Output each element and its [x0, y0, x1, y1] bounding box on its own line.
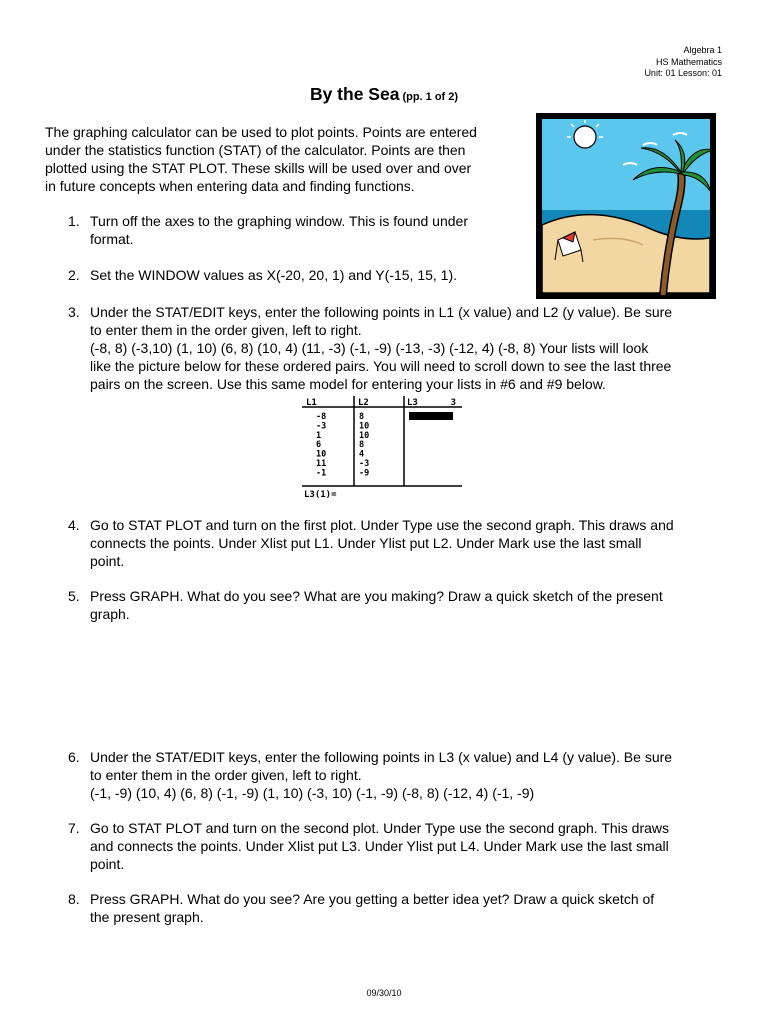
- step-line: connects the points. Under Xlist put L1. Under Ylist put L2. Under Mark use the last small: [90, 535, 642, 551]
- step-line: to enter them in the order given, left to right.: [90, 322, 362, 338]
- step-line: Under the STAT/EDIT keys, enter the following points in L1 (x value) and L2 (y value). Be sure: [90, 304, 673, 320]
- step-text: [90, 748, 735, 802]
- title-pages: (pp. 1 of 2): [402, 91, 459, 103]
- step-text: [90, 890, 735, 926]
- calc-cell-l1: -3: [316, 421, 327, 432]
- calc-list-number: 3: [450, 398, 456, 408]
- step-item: [45, 890, 735, 926]
- step-number: 4.: [68, 517, 80, 533]
- step-line: to enter them in the order given, left to right.: [90, 767, 362, 783]
- step-number: 3.: [68, 304, 80, 320]
- intro-line: The graphing calculator can be used to plot points. Points are entered: [45, 124, 477, 140]
- calc-cell-l1: -1: [316, 468, 327, 479]
- step-line: and connects the points. Under Xlist put L3. Under Ylist put L4. Under Mark use the last small: [90, 838, 669, 854]
- calc-cell-l2: -3: [359, 459, 370, 469]
- intro-line: plotted using the STAT PLOT. These skills will be used over and over: [45, 160, 472, 176]
- page-title: [0, 84, 768, 105]
- calc-footer: L3(1)=: [304, 490, 337, 500]
- calc-cell-l2: 10: [359, 421, 370, 432]
- step-line: point.: [90, 856, 125, 872]
- step-item: [45, 212, 735, 248]
- intro-paragraph: [45, 123, 515, 195]
- step-item: [45, 266, 735, 284]
- step-text: [90, 212, 735, 248]
- calc-cell-l2: 4: [359, 449, 365, 460]
- step-number: 8.: [68, 891, 80, 907]
- calc-cell-l1: 10: [316, 449, 327, 460]
- unit-lesson: Unit: 01 Lesson: 01: [644, 68, 722, 78]
- step-line: (-1, -9) (10, 4) (6, 8) (-1, -9) (1, 10) (-3, 10) (-1, -9) (-8, 8) (-12, 4) (-1, -9): [90, 785, 535, 801]
- calc-cell-l2: 8: [359, 412, 365, 422]
- calc-header-l2: L2: [358, 398, 369, 408]
- intro-line: in future concepts when entering data and finding functions.: [45, 178, 415, 194]
- step-line: the present graph.: [90, 909, 204, 925]
- calc-cell-l2: -9: [359, 468, 370, 479]
- calc-cell-l1: 6: [316, 440, 322, 451]
- step-number: 5.: [68, 588, 80, 604]
- step-text: [90, 303, 735, 393]
- step-number: 2.: [68, 267, 80, 283]
- calc-cell-l1: 11: [316, 459, 327, 469]
- step-line: like the picture below for these ordered pairs. You will need to scroll down to see the last three: [90, 358, 672, 374]
- calculator-list-screen: [302, 396, 462, 502]
- step-line: graph.: [90, 606, 130, 622]
- footer-date: 09/30/10: [366, 988, 402, 998]
- step-line: pairs on the screen. Use this same model for entering your lists in #6 and #9 below.: [90, 376, 606, 392]
- step-line: point.: [90, 553, 125, 569]
- step-text: [90, 266, 735, 284]
- calc-header-l1: L1: [306, 398, 317, 408]
- step-line: Under the STAT/EDIT keys, enter the following points in L3 (x value) and L4 (y value). Be sure: [90, 749, 673, 765]
- calc-cell-l2: 8: [359, 440, 365, 451]
- step-text: [90, 516, 735, 570]
- step-item: [45, 516, 735, 570]
- course-name: Algebra 1: [683, 45, 722, 55]
- step-line: Turn off the axes to the graphing window. This is found under: [90, 213, 468, 229]
- subject-name: HS Mathematics: [655, 56, 722, 67]
- step-text: [90, 819, 735, 873]
- step-line: format.: [90, 231, 134, 247]
- step-number: 6.: [68, 749, 80, 765]
- step-number: 1.: [68, 213, 80, 229]
- step-item: [45, 748, 735, 802]
- title-main: By the Sea: [309, 84, 400, 104]
- step-text: [90, 587, 735, 623]
- calc-header-l3: L3: [407, 398, 418, 408]
- step-line: Set the WINDOW values as X(-20, 20, 1) and Y(-15, 15, 1).: [90, 267, 458, 283]
- step-line: Press GRAPH. What do you see? What are you making? Draw a quick sketch of the present: [90, 588, 663, 604]
- calc-cell-l1: -8: [316, 412, 327, 422]
- step-item: [45, 819, 735, 873]
- step-line: Go to STAT PLOT and turn on the first plot. Under Type use the second graph. This draws and: [90, 517, 674, 533]
- step-item: [45, 587, 735, 623]
- step-number: 7.: [68, 820, 80, 836]
- step-line: (-8, 8) (-3,10) (1, 10) (6, 8) (10, 4) (11, -3) (-1, -9) (-13, -3) (-12, 4) (-8, 8) Your lists will look: [90, 340, 649, 356]
- header-info: [644, 45, 722, 80]
- step-line: Go to STAT PLOT and turn on the second plot. Under Type use the second graph. This draws: [90, 820, 670, 836]
- calc-cell-l2: 10: [359, 430, 370, 441]
- step-line: Press GRAPH. What do you see? Are you getting a better idea yet? Draw a quick sketch of: [90, 891, 655, 907]
- step-item: [45, 303, 735, 393]
- intro-line: under the statistics function (STAT) of the calculator. Points are then: [45, 142, 466, 158]
- calc-cell-l1: 1: [316, 430, 322, 441]
